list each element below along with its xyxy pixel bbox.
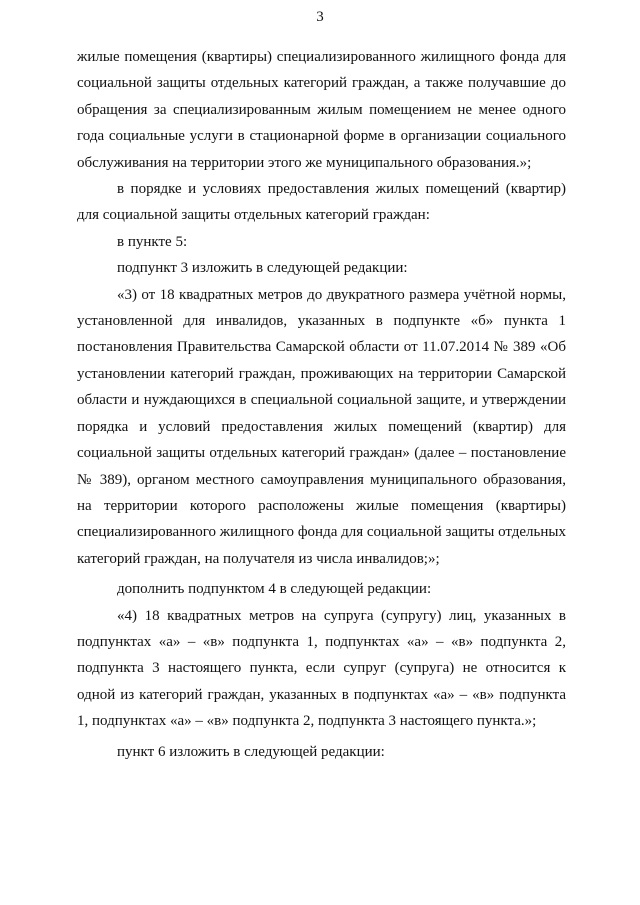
paragraph-point-6-intro: пункт 6 изложить в следующей редакции:	[117, 743, 385, 760]
paragraph-subpoint-4-text: «4) 18 квадратных метров на супруга (супругу) лиц, указанных в подпунктах «а» – «в» подпункта 1, подпунктах «а» – «в» подпункта 2, подпункта 3 настоящего пункта, если супруг (супруга) не относится к одной из категорий граждан, указанных в подпунктах «а» – «в» подпункта 1, подпунктах «а» – «в» подпункта 2, подпункта 3 настоящего пункта.»;	[77, 607, 566, 730]
document-body	[77, 44, 566, 765]
paragraph-procedure-intro: в порядке и условиях предоставления жилых помещений (квартир) для социальной защиты отдельных категорий граждан:	[77, 181, 566, 224]
paragraph-point-5: в пункте 5:	[117, 233, 188, 250]
page-number: 3	[316, 9, 324, 25]
paragraph-subpoint-3-text: «3) от 18 квадратных метров до двукратного размера учётной нормы, установленной для инвалидов, указанных в подпункте «б» пункта 1 постановления Правительства Самарской области от 11.07.2014 № 389 «Об установлении категорий граждан, проживающих на территории Самарской области и нуждающихся в специальной социальной защите, и утверждении порядка и условий предоставления жилых помещений (квартир) для социальной защиты отдельных категорий граждан» (далее – постановление № 389), органом местного самоуправления муниципального образования, на территории которого расположены жилые помещения (квартиры) специализированного жилищного фонда для социальной защиты отдельных категорий граждан, на получателя из числа инвалидов;»;	[77, 286, 566, 567]
paragraph-subpoint-3-intro: подпункт 3 изложить в следующей редакции:	[117, 260, 408, 277]
paragraph-continuation: жилые помещения (квартиры) специализированного жилищного фонда для социальной защиты отдельных категорий граждан, а также получавшие до обращения за специализированным жилым помещением не менее одного года социальные услуги в стационарной форме в организации социального обслуживания на территории этого же муниципального образования.»;	[77, 49, 566, 171]
paragraph-add-subpoint-4: дополнить подпунктом 4 в следующей редакции:	[117, 581, 432, 598]
